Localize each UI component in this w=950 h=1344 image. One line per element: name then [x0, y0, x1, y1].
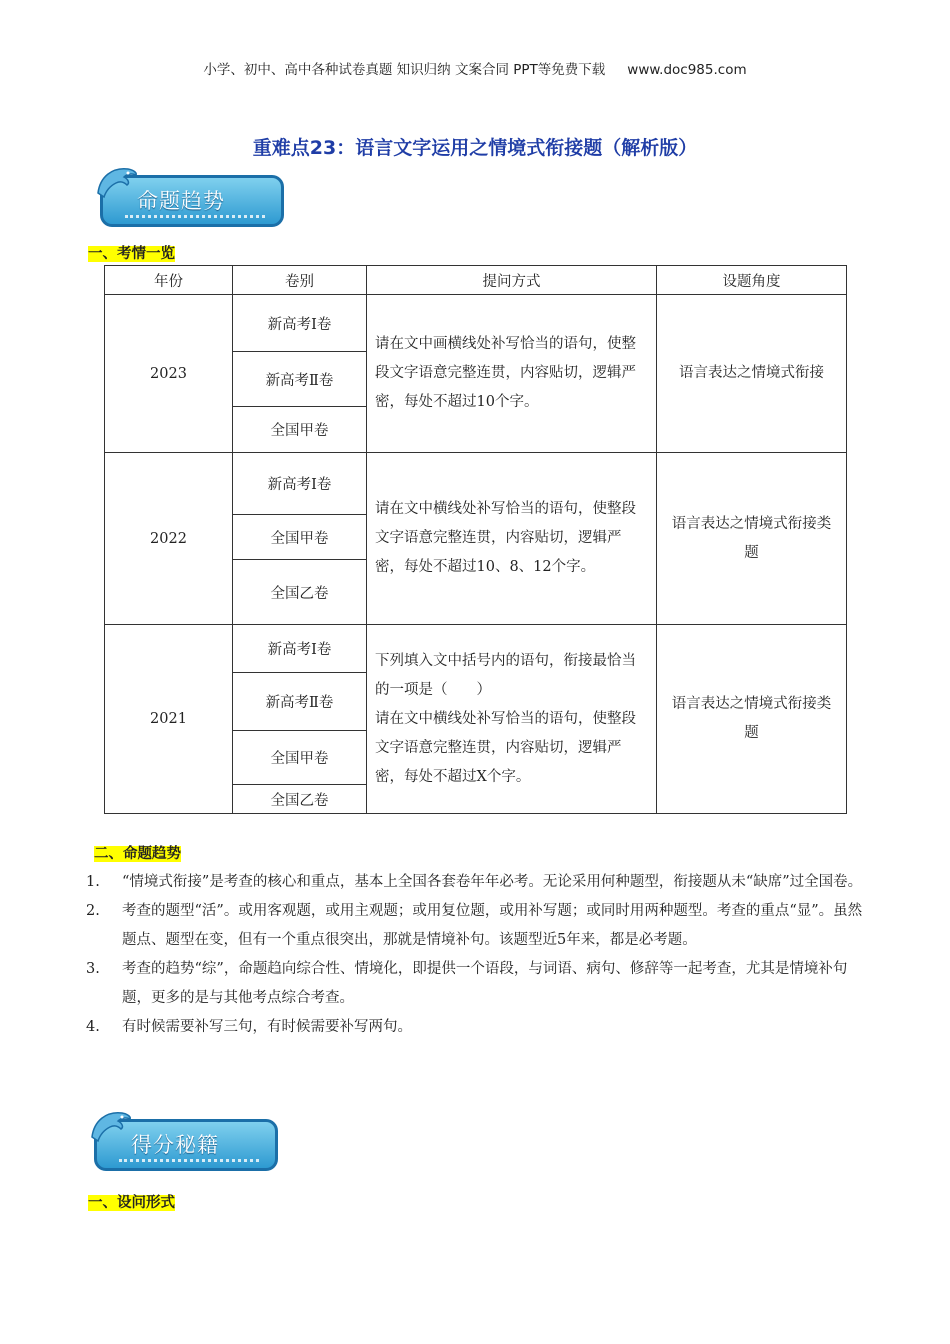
paper-cell: 全国甲卷 — [233, 515, 367, 560]
table-row — [105, 453, 847, 515]
section-heading-overview: 一、考情一览 — [88, 246, 175, 262]
year-cell: 2021 — [105, 625, 233, 814]
banner-tips — [88, 1107, 288, 1179]
banner-trend — [94, 163, 294, 235]
question-text: 请在文中横线处补写恰当的语句，使整段文字语意完整连贯，内容贴切，逻辑严密，每处不超过X个字。 — [375, 710, 636, 785]
paper-cell: 全国甲卷 — [233, 407, 367, 453]
col-header: 卷别 — [233, 266, 367, 295]
header-url[interactable]: www.doc985.com — [627, 62, 747, 78]
table-header-row — [105, 266, 847, 295]
page-title: 重难点23：语言文字运用之情境式衔接题（解析版） — [252, 137, 698, 159]
table-row — [105, 295, 847, 352]
trend-list — [84, 868, 874, 1042]
col-header: 设题角度 — [657, 266, 847, 295]
paper-cell: 全国乙卷 — [233, 560, 367, 625]
year-cell: 2023 — [105, 295, 233, 453]
table-row — [105, 625, 847, 673]
list-item: 2. 考查的题型“活”。或用客观题，或用主观题；或用复位题，或用补写题；或同时用两种题型。考查的重点“显”。虽然题点、题型在变，但有一个重点很突出，那就是情境补句。该题型近5年来，都是必考题。 — [86, 903, 863, 948]
angle-cell: 语言表达之情境式衔接类题 — [657, 625, 847, 814]
dolphin-icon — [94, 163, 138, 203]
list-item: 4. 有时候需要补写三句，有时候需要补写两句。 — [86, 1019, 412, 1035]
col-header: 提问方式 — [367, 266, 657, 295]
page-header — [0, 58, 950, 78]
question-cell — [367, 625, 657, 814]
section-heading-trend: 二、命题趋势 — [94, 846, 181, 862]
paper-cell: 新高考Ⅰ卷 — [233, 625, 367, 673]
header-text: 小学、初中、高中各种试卷真题 知识归纳 文案合同 PPT等免费下载 — [203, 62, 606, 78]
angle-cell: 语言表达之情境式衔接类题 — [657, 453, 847, 625]
list-item: 1. “情境式衔接”是考查的核心和重点，基本上全国各套卷年年必考。无论采用何种题型，衔接题从未“缺席”过全国卷。 — [86, 874, 863, 890]
paper-cell: 全国甲卷 — [233, 731, 367, 785]
angle-cell: 语言表达之情境式衔接 — [657, 295, 847, 453]
banner-label: 得分秘籍 — [131, 1133, 219, 1157]
paper-cell: 新高考Ⅱ卷 — [233, 673, 367, 731]
paper-cell: 全国乙卷 — [233, 785, 367, 814]
dolphin-icon — [88, 1107, 132, 1147]
paper-cell: 新高考Ⅱ卷 — [233, 352, 367, 407]
question-text: 下列填入文中括号内的语句，衔接最恰当的一项是（ ） — [375, 652, 636, 698]
question-cell: 请在文中画横线处补写恰当的语句，使整段文字语意完整连贯，内容贴切，逻辑严密，每处不超过10个字。 — [367, 295, 657, 453]
section-heading-form: 一、设问形式 — [88, 1195, 175, 1211]
paper-cell: 新高考Ⅰ卷 — [233, 295, 367, 352]
question-cell: 请在文中横线处补写恰当的语句，使整段文字语意完整连贯，内容贴切，逻辑严密，每处不超过10、8、12个字。 — [367, 453, 657, 625]
banner-label: 命题趋势 — [137, 189, 225, 213]
exam-table — [104, 265, 847, 814]
year-cell: 2022 — [105, 453, 233, 625]
list-item: 3. 考查的趋势“综”，命题趋向综合性、情境化，即提供一个语段，与词语、病句、修辞等一起考查，尤其是情境补句题，更多的是与其他考点综合考查。 — [86, 961, 848, 1006]
paper-cell: 新高考Ⅰ卷 — [233, 453, 367, 515]
col-header: 年份 — [105, 266, 233, 295]
